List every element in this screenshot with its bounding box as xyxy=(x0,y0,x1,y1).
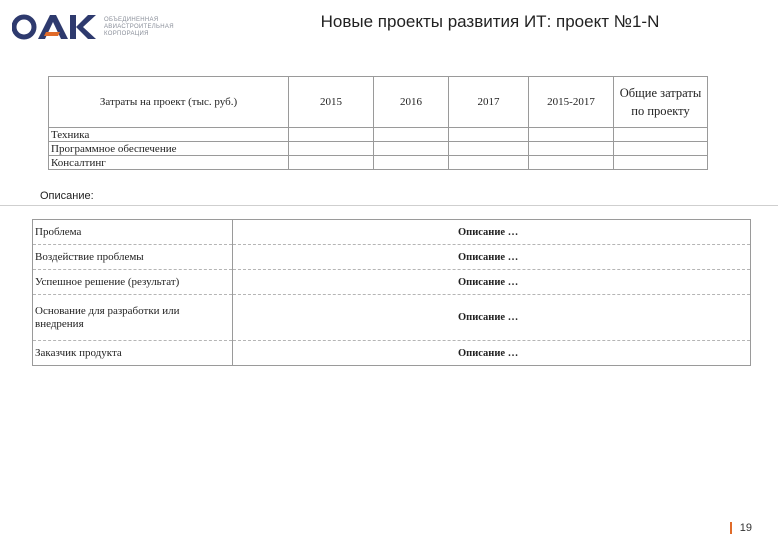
cell xyxy=(529,128,614,142)
row-key: Заказчик продукта xyxy=(33,341,233,366)
table-row xyxy=(33,341,751,366)
table-row xyxy=(33,295,751,341)
cost-table-header xyxy=(49,77,708,128)
header-cost-label: Затраты на проект (тыс. руб.) xyxy=(49,77,289,128)
oak-logo-icon xyxy=(12,13,96,41)
logo-caption xyxy=(104,17,174,38)
cost-table xyxy=(48,76,708,170)
cell xyxy=(614,128,708,142)
row-key: Основание для разработки или внедрения xyxy=(33,295,233,341)
cell xyxy=(449,128,529,142)
divider xyxy=(0,205,778,206)
header-2015: 2015 xyxy=(289,77,374,128)
table-row xyxy=(33,245,751,270)
cell xyxy=(374,142,449,156)
header-2016: 2016 xyxy=(374,77,449,128)
cell xyxy=(529,156,614,170)
page-number xyxy=(730,522,752,534)
row-value: Описание … xyxy=(233,341,751,366)
header-total-costs: Общие затраты по проекту xyxy=(614,77,708,128)
table-row xyxy=(49,142,708,156)
cell xyxy=(374,128,449,142)
cell xyxy=(374,156,449,170)
table-row xyxy=(33,220,751,245)
cell xyxy=(449,142,529,156)
row-value: Описание … xyxy=(233,295,751,341)
row-value: Описание … xyxy=(233,220,751,245)
page-number-text: 19 xyxy=(739,522,752,534)
row-label: Техника xyxy=(49,128,289,142)
logo-line-1: ОБЪЕДИНЕННАЯ xyxy=(104,16,159,23)
logo-mark xyxy=(12,13,96,41)
cell xyxy=(449,156,529,170)
description-label: Описание: xyxy=(40,190,94,202)
header-2017: 2017 xyxy=(449,77,529,128)
row-value: Описание … xyxy=(233,245,751,270)
table-row xyxy=(33,270,751,295)
description-table xyxy=(32,219,751,366)
company-logo xyxy=(12,12,174,42)
page-marker xyxy=(730,522,732,534)
table-row xyxy=(49,128,708,142)
cell xyxy=(614,142,708,156)
row-key: Успешное решение (результат) xyxy=(33,270,233,295)
row-label: Консалтинг xyxy=(49,156,289,170)
cell xyxy=(529,142,614,156)
page-title: Новые проекты развития ИТ: проект №1-N xyxy=(320,12,660,31)
cell xyxy=(614,156,708,170)
table-row xyxy=(49,156,708,170)
header-2015-2017: 2015-2017 xyxy=(529,77,614,128)
row-label: Программное обеспечение xyxy=(49,142,289,156)
logo-line-2: АВИАСТРОИТЕЛЬНАЯ xyxy=(104,23,174,30)
logo-line-3: КОРПОРАЦИЯ xyxy=(104,30,149,37)
cell xyxy=(289,156,374,170)
cell xyxy=(289,142,374,156)
row-key: Проблема xyxy=(33,220,233,245)
row-key: Воздействие проблемы xyxy=(33,245,233,270)
row-value: Описание … xyxy=(233,270,751,295)
cell xyxy=(289,128,374,142)
